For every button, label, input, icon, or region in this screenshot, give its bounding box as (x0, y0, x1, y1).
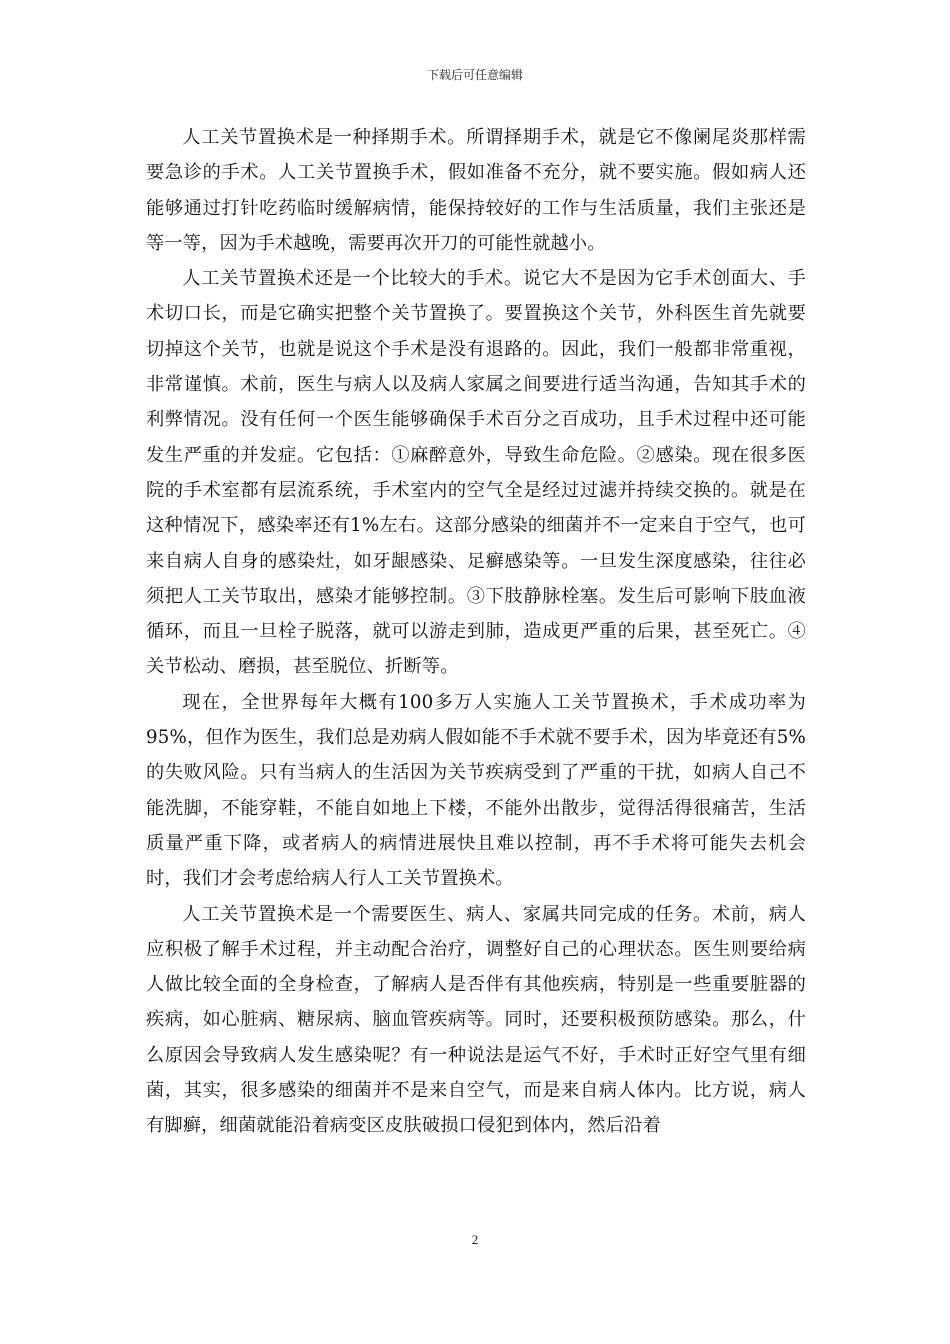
page-number: 2 (471, 1232, 479, 1247)
paragraph: 人工关节置换术是一个需要医生、病人、家属共同完成的任务。术前，病人应积极了解手术过程，并主动配合治疗，调整好自己的心理状态。医生则要给病人做比较全面的全身检查，了解病人是否伴有其他疾病，特别是一些重要脏器的疾病，如心脏病、糖尿病、脑血管疾病等。同时，还要积极预防感染。那么，什么原因会导致病人发生感染呢？有一种说法是运气不好，手术时正好空气里有细菌，其实，很多感染的细菌并不是来自空气，而是来自病人体内。比方说，病人有脚癣，细菌就能沿着病变区皮肤破损口侵犯到体内，然后沿着 (146, 903, 806, 1137)
page-header: 下载后可任意编辑 (426, 68, 523, 82)
paragraph: 人工关节置换术是一种择期手术。所谓择期手术，就是它不像阑尾炎那样需要急诊的手术。人工关节置换手术，假如准备不充分，就不要实施。假如病人还能够通过打针吃药临时缓解病情，能保持较好的工作与生活质量，我们主张还是等一等，因为手术越晚，需要再次开刀的可能性就越小。 (146, 127, 806, 254)
paragraph: 人工关节置换术还是一个比较大的手术。说它大不是因为它手术创面大、手术切口长，而是它确实把整个关节置换了。要置换这个关节，外科医生首先就要切掉这个关节，也就是说这个手术是没有退路的。因此，我们一般都非常重视，非常谨慎。术前，医生与病人以及病人家属之间要进行适当沟通，告知其手术的利弊情况。没有任何一个医生能够确保手术百分之百成功，且手术过程中还可能发生严重的并发症。它包括：①麻醉意外，导致生命危险。②感染。现在很多医院的手术室都有层流系统，手术室内的空气全是经过过滤并持续交换的。就是在这种情况下，感染率还有1%左右。这部分感染的细菌并不一定来自于空气，也可来自病人自身的感染灶，如牙龈感染、足癣感染等。一旦发生深度感染，往往必须把人工关节取出，感染才能够控制。③下肢静脉栓塞。发生后可影响下肢血液循环，而且一旦栓子脱落，就可以游走到肺，造成更严重的后果，甚至死亡。④关节松动、磨损，甚至脱位、折断等。 (146, 268, 806, 678)
paragraph: 现在，全世界每年大概有100多万人实施人工关节置换术，手术成功率为95%，但作为医生，我们总是劝病人假如能不手术就不要手术，因为毕竟还有5%的失败风险。只有当病人的生活因为关节疾病受到了严重的干扰，如病人自己不能洗脚，不能穿鞋，不能自如地上下楼，不能外出散步，觉得活得很痛苦，生活质量严重下降，或者病人的病情进展快且难以控制，再不手术将可能失去机会时，我们才会考虑给病人行人工关节置换术。 (146, 691, 806, 890)
document-body (146, 120, 806, 1144)
